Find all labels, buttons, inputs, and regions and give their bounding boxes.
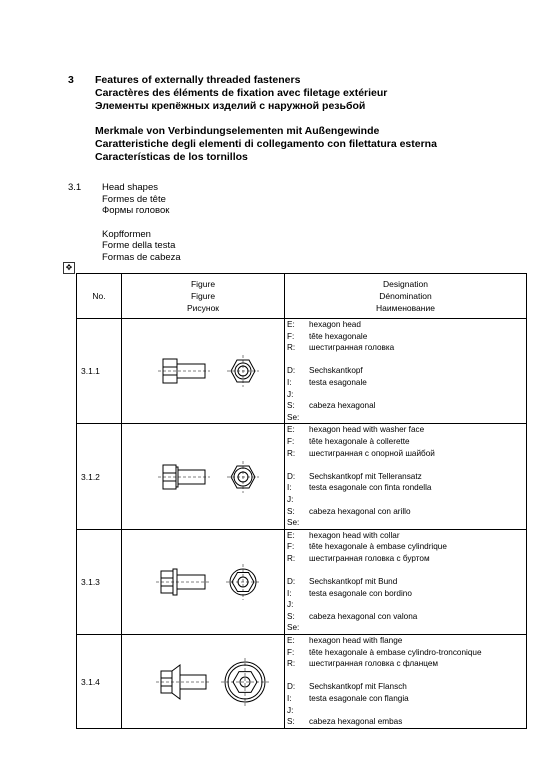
row-number: 3.1.4	[77, 635, 122, 729]
header-designation	[285, 274, 527, 319]
subsection-title-de: Kopfformen	[102, 228, 151, 240]
designation-line: S: cabeza hexagonal	[287, 401, 376, 411]
designation-line: R: шестигранная головка с фланцем	[287, 659, 439, 669]
figure-cell	[122, 529, 285, 634]
designation-line: R: шестигранная с опорной шайбой	[287, 448, 435, 458]
subsection-title-it: Forme della testa	[102, 240, 176, 251]
table-row	[77, 319, 527, 424]
designation-cell	[285, 529, 527, 634]
designation-line: J:	[287, 705, 294, 715]
table-row	[77, 635, 527, 729]
designation-line: Se:	[287, 412, 300, 422]
table-move-handle-icon[interactable]: ✥	[63, 262, 75, 274]
figure-cell	[122, 635, 285, 729]
header-figure-ru: Рисунок	[186, 303, 220, 313]
designation-line: I: testa esagonale con flangia	[287, 694, 409, 703]
hexagon-head-figure	[128, 341, 278, 401]
subsection-title-es: Formas de cabeza	[102, 251, 181, 263]
row-number: 3.1.2	[77, 424, 122, 529]
subsection-title-fr: Formes de tête	[102, 193, 166, 205]
designation-line: Se:	[287, 518, 300, 528]
header-designation-ru: Наименование	[376, 303, 435, 313]
section-title-es: Características de los tornillos	[95, 151, 248, 163]
section-title-ru: Элементы крепёжных изделий с наружной резьбой	[95, 100, 366, 112]
header-designation-fr: Dénomination	[379, 291, 432, 301]
section-title-de: Merkmale von Verbindungselementen mit Außengewinde	[95, 125, 380, 137]
designation-line: R: шестигранная головка с буртом	[287, 553, 430, 563]
designation-line: D: Sechskantkopf mit Flansch	[287, 682, 407, 692]
figure-cell	[122, 424, 285, 529]
designation-line: S: cabeza hexagonal con arillo	[287, 506, 411, 516]
designation-line: D: Sechskantkopf	[287, 366, 363, 376]
section-title-fr: Caractères des éléments de fixation avec filetage extérieur	[95, 87, 388, 99]
hexagon-head-flange-figure	[128, 650, 278, 714]
designation-line: I: testa esagonale con finta rondella	[287, 483, 432, 493]
designation-line: D: Sechskantkopf mit Bund	[287, 577, 398, 587]
header-figure-fr: Figure	[190, 291, 216, 301]
header-no: No.	[77, 274, 122, 319]
subsection-title-ru: Формы головок	[102, 205, 170, 216]
designation-line: D: Sechskantkopf mit Telleransatz	[287, 471, 422, 481]
section-title-it: Caratteristiche degli elementi di collegamento con filettatura esterna	[95, 138, 437, 150]
designation-line: E: hexagon head with collar	[287, 530, 400, 540]
designation-cell	[285, 635, 527, 729]
header-figure-en: Figure	[190, 279, 216, 289]
row-number: 3.1.1	[77, 319, 122, 424]
hexagon-head-washer-face-figure	[128, 447, 278, 507]
designation-line: E: hexagon head	[287, 320, 361, 329]
designation-line: F: tête hexagonale à collerette	[287, 436, 410, 446]
designation-cell	[285, 424, 527, 529]
designation-line: R: шестигранная головка	[287, 343, 395, 353]
designation-line: S: cabeza hexagonal embas	[287, 717, 403, 727]
designation-line: J:	[287, 389, 294, 399]
head-shapes-table	[76, 273, 527, 729]
designation-line: E: hexagon head with washer face	[287, 425, 425, 435]
table-row	[77, 529, 527, 634]
figure-cell	[122, 319, 285, 424]
header-figure	[122, 274, 285, 319]
designation-line: E: hexagon head with flange	[287, 636, 403, 646]
section-title-en: Features of externally threaded fasteners	[95, 74, 301, 86]
designation-line: I: testa esagonale con bordino	[287, 588, 412, 598]
table-row	[77, 424, 527, 529]
section-number: 3	[68, 74, 74, 86]
designation-line: Se:	[287, 623, 300, 633]
designation-line: F: tête hexagonale	[287, 331, 368, 341]
designation-line: I: testa esagonale	[287, 377, 367, 387]
row-number: 3.1.3	[77, 529, 122, 634]
designation-line: F: tête hexagonale à embase cylindro-tronconique	[287, 647, 482, 657]
designation-line: F: tête hexagonale à embase cylindrique	[287, 542, 447, 552]
designation-line: S: cabeza hexagonal con valona	[287, 611, 418, 621]
designation-line: J:	[287, 600, 294, 610]
hexagon-head-collar-figure	[128, 552, 278, 612]
designation-cell	[285, 319, 527, 424]
subsection-title-en: Head shapes	[102, 182, 158, 193]
designation-line: J:	[287, 494, 294, 504]
subsection-number: 3.1	[68, 182, 82, 193]
header-designation-en: Designation	[383, 279, 428, 289]
table-header-row	[77, 274, 527, 319]
